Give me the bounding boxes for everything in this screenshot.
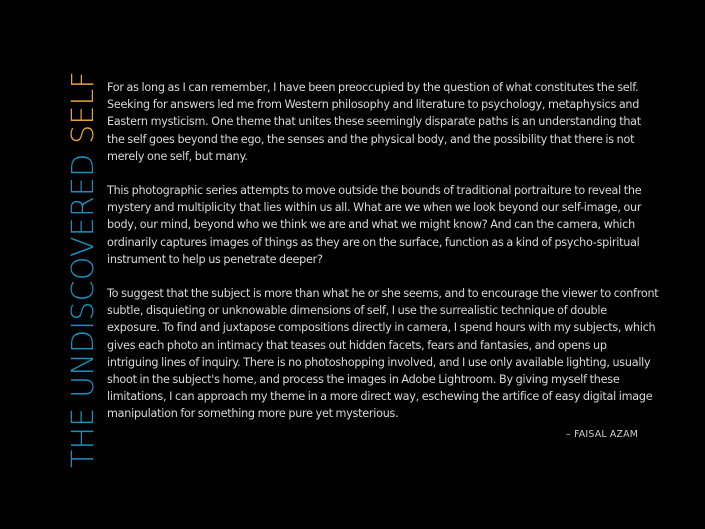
author-signature: – FAISAL AZAM [566, 429, 639, 440]
paragraph-2: This photographic series attempts to move outside the bounds of traditional portraiture to reveal the mystery and multiplicity that lies within us all. What are we when we look beyond our self-image, our body, our mind, beyond who we think we are and what we might know? And can the camera, which ordinarily captures images of things as they are on the surface, function as a kind of psycho-spiritual instrument to help us penetrate deeper? [107, 184, 642, 266]
artist-statement [107, 79, 659, 440]
title-accent: SELF [66, 71, 101, 144]
paragraph-1: For as long as I can remember, I have been preoccupied by the question of what constitutes the self. Seeking for answers led me from Western philosophy and literature to psychology, metaphysics and Eastern mysticism. One theme that unites these seemingly disparate paths is an understanding that the self goes beyond the ego, the senses and the physical body, and the possibility that there is not merely one self, but many. [107, 81, 641, 163]
title-highlight: THE UNDISCOVERED [66, 153, 101, 468]
page-title [66, 71, 101, 468]
paragraph-3: To suggest that the subject is more than what he or she seems, and to encourage the viewer to confront subtle, disquieting or unknowable dimensions of self, I use the surrealistic technique of double exposure. To find and juxtapose compositions directly in camera, I spend hours with my subjects, which gives each photo an intimacy that teases out hidden facets, fears and fantasies, and opens up intriguing lines of inquiry. There is no photoshopping involved, and I use only available lighting, usually shoot in the subject's home, and process the images in Adobe Lightroom. By giving myself these limitations, I can approach my theme in a more direct way, eschewing the artifice of easy digital image manipulation for something more pure yet mysterious. [107, 287, 659, 421]
